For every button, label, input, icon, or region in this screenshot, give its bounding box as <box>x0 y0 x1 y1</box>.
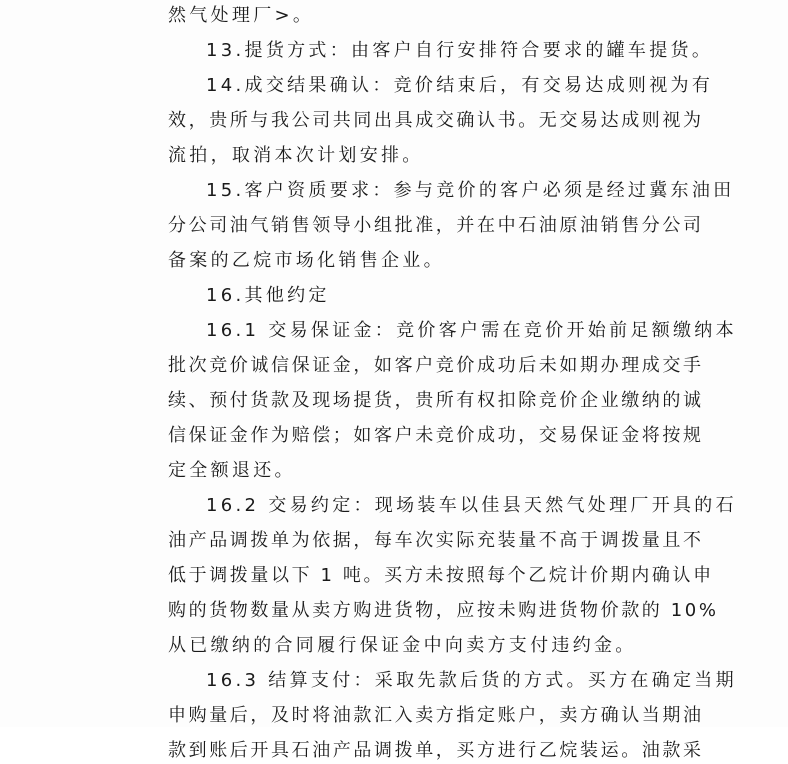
text-line: 16.3 结算支付：采取先款后货的方式。买方在确定当期 <box>206 670 737 691</box>
section-heading: 16.其他约定 <box>206 285 330 306</box>
text-line: 分公司油气销售领导小组批准，并在中石油原油销售分公司 <box>168 215 704 236</box>
text-line: 14.成交结果确认：竞价结束后，有交易达成则视为有 <box>206 75 714 96</box>
text-line: 款到账后开具石油产品调拨单，买方进行乙烷装运。油款采 <box>168 740 704 761</box>
text-line: 15.客户资质要求：参与竞价的客户必须是经过冀东油田 <box>206 180 735 201</box>
text-line: 16.1 交易保证金：竞价客户需在竞价开始前足额缴纳本 <box>206 320 737 341</box>
text-line: 效，贵所与我公司共同出具成交确认书。无交易达成则视为 <box>168 110 704 131</box>
text-line: 然气处理厂>。 <box>168 5 315 26</box>
text-line: 油产品调拨单为依据，每车次实际充装量不高于调拨量且不 <box>168 530 704 551</box>
text-line: 低于调拨量以下 1 吨。买方未按照每个乙烷计价期内确认申 <box>168 565 714 586</box>
text-line: 16.2 交易约定：现场装车以佳县天然气处理厂开具的石 <box>206 495 737 516</box>
text-line: 申购量后，及时将油款汇入卖方指定账户，卖方确认当期油 <box>168 705 704 726</box>
text-line: 信保证金作为赔偿；如客户未竞价成功，交易保证金将按规 <box>168 425 704 446</box>
text-line: 购的货物数量从卖方购进货物，应按未购进货物价款的 10% <box>168 600 719 621</box>
text-line: 定全额退还。 <box>168 460 296 481</box>
text-line: 13.提货方式：由客户自行安排符合要求的罐车提货。 <box>206 40 714 61</box>
text-line: 续、预付货款及现场提货，贵所有权扣除竞价企业缴纳的诚 <box>168 390 704 411</box>
text-line: 批次竞价诚信保证金，如客户竞价成功后未如期办理成交手 <box>168 355 704 376</box>
text-line: 备案的乙烷市场化销售企业。 <box>168 250 445 271</box>
text-line: 从已缴纳的合同履行保证金中向卖方支付违约金。 <box>168 635 637 656</box>
text-line: 流拍，取消本次计划安排。 <box>168 145 424 166</box>
